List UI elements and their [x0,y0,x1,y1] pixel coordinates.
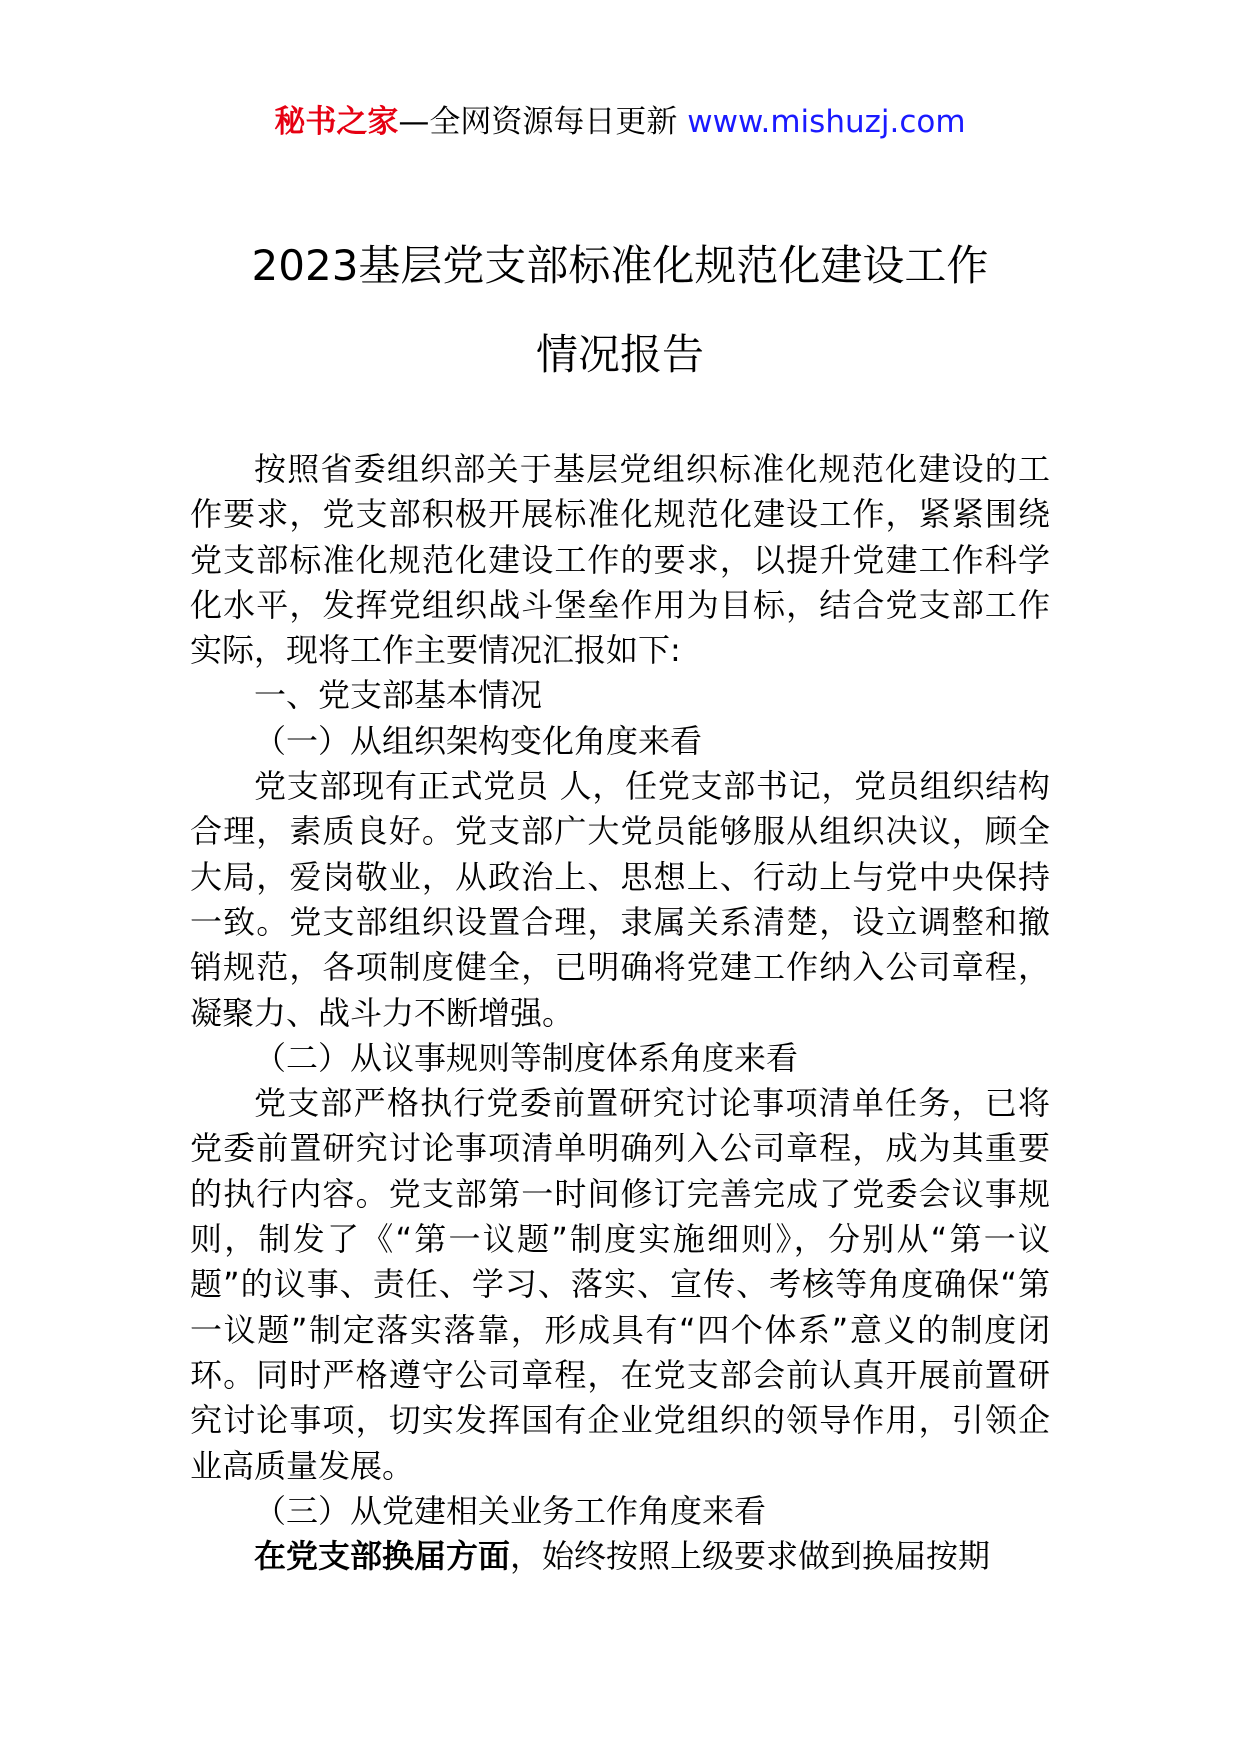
site-brand: 秘书之家 [274,104,399,140]
subsection-3-lead-rest: ，始终按照上级要求做到换届按期 [510,1537,991,1576]
subsection-heading-3: （三）从党建相关业务工作角度来看 [254,1491,767,1530]
subsection-heading-2: （二）从议事规则等制度体系角度来看 [254,1038,799,1077]
intro-paragraph: 按照省委组织部关于基层党组织标准化规范化建设的工作要求，党支部积极开展标准化规范化建设工作，紧紧围绕党支部标准化规范化建设工作的要求，以提升党建工作科学化水平，发挥党组织战斗堡垒作用为目标，结合党支部工作实际，现将工作主要情况汇报如下: [190,450,1050,670]
subsection-3-lead-bold: 在党支部换届方面 [254,1537,511,1576]
subsection-3-paragraph [190,1534,1050,1579]
document-title-line-1: 2023基层党支部标准化规范化建设工作 [251,241,989,290]
site-tagline: —全网资源每日更新 [398,104,678,140]
subsection-1-paragraph: 党支部现有正式党员 人，任党支部书记，党员组织结构合理，素质良好。党支部广大党员能够服从组织决议，顾全大局，爱岗敬业，从政治上、思想上、行动上与党中央保持一致。党支部组织设置合理，隶属关系清楚，设立调整和撤销规范，各项制度健全，已明确将党建工作纳入公司章程，凝聚力、战斗力不断增强。 [190,767,1050,1032]
site-header [0,100,1240,144]
section-heading-1: 一、党支部基本情况 [254,676,543,715]
subsection-heading-1: （一）从组织架构变化角度来看 [254,721,703,760]
document-title-line-2: 情况报告 [535,330,704,379]
site-url-link[interactable]: www.mishuzj.com [687,104,966,140]
document-body [190,447,1050,1579]
subsection-2-paragraph: 党支部严格执行党委前置研究讨论事项清单任务，已将党委前置研究讨论事项清单明确列入公司章程，成为其重要的执行内容。党支部第一时间修订完善完成了党委会议事规则，制发了《“第一议题”制度实施细则》，分别从“第一议题”的议事、责任、学习、落实、宣传、考核等角度确保“第一议题”制定落实落靠，形成具有“四个体系”意义的制度闭环。同时严格遵守公司章程，在党支部会前认真开展前置研究讨论事项，切实发挥国有企业党组织的领导作用，引领企业高质量发展。 [190,1084,1050,1485]
